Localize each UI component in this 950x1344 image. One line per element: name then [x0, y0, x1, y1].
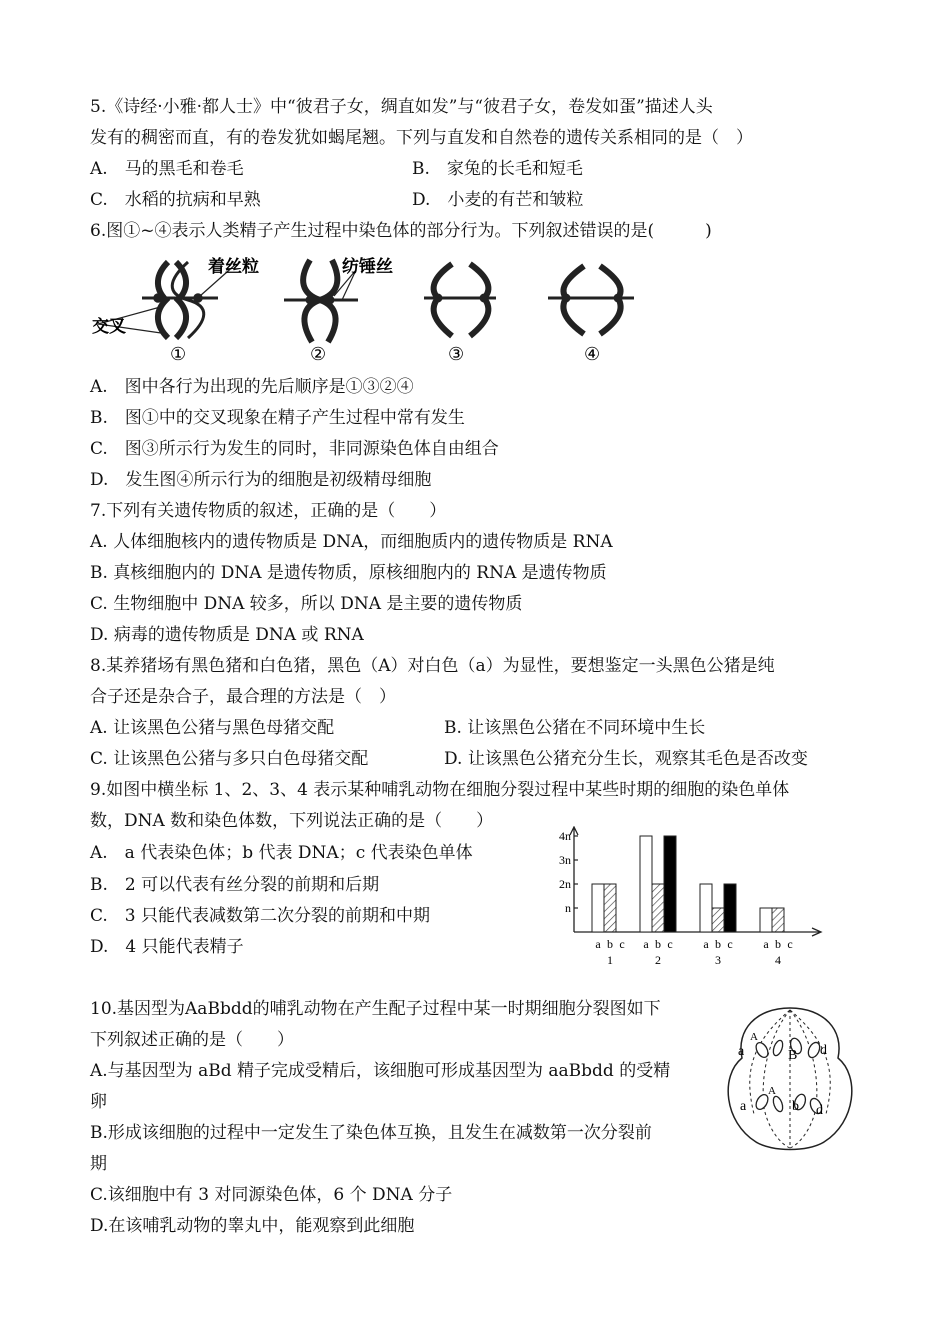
q5-stem-line1: 5.《诗经·小雅·都人士》中“彼君子女，绸直如发”与“彼君子女，卷发如蛋”描述人头	[90, 97, 713, 117]
centromere-label: 着丝粒	[208, 257, 259, 276]
q10-option-a-line1: A.与基因型为 aBd 精子完成受精后，该细胞可形成基因型为 aaBbdd 的受精	[90, 1061, 671, 1081]
figure-number-3: ③	[448, 344, 465, 364]
q8-option-c: C. 让该黑色公猪与多只白色母猪交配	[90, 749, 369, 769]
series-label: c	[727, 937, 733, 951]
q6-option-b: B. 图①中的交叉现象在精子产生过程中常有发生	[90, 408, 465, 428]
series-label: c	[667, 937, 673, 951]
bar-a-4	[760, 908, 772, 932]
q5-option-c: C. 水稻的抗病和早熟	[90, 190, 261, 210]
chromosome-figure-4	[548, 266, 634, 334]
q5-option-d: D. 小麦的有芒和皱粒	[412, 190, 584, 210]
y-tick-label: 2n	[559, 877, 571, 891]
crossover-label: 交叉	[92, 317, 126, 336]
series-label: b	[655, 937, 661, 951]
spindle-fibers	[750, 1010, 830, 1148]
bar-a-3	[700, 884, 712, 932]
q9-bar-chart	[548, 826, 828, 970]
lower-chromosomes	[754, 1093, 824, 1116]
q7-option-b: B. 真核细胞内的 DNA 是遗传物质，原核细胞内的 RNA 是遗传物质	[90, 563, 607, 583]
q10-option-b-line1: B.形成该细胞的过程中一定发生了染色体互换，且发生在减数第一次分裂前	[90, 1123, 652, 1143]
chromosome-figure-3	[424, 264, 496, 336]
upper-gene-1: a	[738, 1044, 745, 1059]
q8-option-b: B. 让该黑色公猪在不同环境中生长	[444, 718, 706, 738]
category-label: 2	[655, 953, 661, 967]
bar-b-3	[712, 908, 724, 932]
spindle-label: 纺锤丝	[342, 257, 393, 276]
category-label: 1	[607, 953, 613, 967]
q8-option-a: A. 让该黑色公猪与黑色母猪交配	[90, 718, 335, 738]
figure-number-2: ②	[310, 344, 327, 364]
bar-c-2	[664, 836, 676, 932]
series-label: b	[607, 937, 613, 951]
upper-gene-2: A	[750, 1031, 758, 1043]
series-label: c	[619, 937, 625, 951]
bar-a-1	[592, 884, 604, 932]
q9-option-a: A. a 代表染色体；b 代表 DNA；c 代表染色单体	[90, 843, 473, 863]
q9-option-d: D. 4 只能代表精子	[90, 937, 244, 957]
upper-gene-3: B	[788, 1048, 798, 1063]
q10-option-c: C.该细胞中有 3 对同源染色体，6 个 DNA 分子	[90, 1185, 453, 1205]
category-label: 3	[715, 953, 721, 967]
bar-b-1	[604, 884, 616, 932]
figure-number-1: ①	[170, 344, 187, 364]
q5-option-b: B. 家兔的长毛和短毛	[412, 159, 583, 179]
lower-gene-4: d	[816, 1103, 823, 1118]
q6-option-c: C. 图③所示行为发生的同时，非同源染色体自由组合	[90, 439, 499, 459]
q9-stem-line2: 数，DNA 数和染色体数，下列说法正确的是（ ）	[90, 811, 494, 831]
q10-stem-line1: 10.基因型为AaBbdd的哺乳动物在产生配子过程中某一时期细胞分裂图如下	[90, 999, 661, 1019]
q5-stem-line2: 发有的稠密而直，有的卷发犹如蝎尾翘。下列与直发和自然卷的遗传关系相同的是（ ）	[90, 128, 753, 148]
series-label: a	[595, 937, 601, 951]
series-label: a	[703, 937, 709, 951]
lower-gene-2: A	[768, 1085, 776, 1097]
series-label: c	[787, 937, 793, 951]
q9-stem-line1: 9.如图中横坐标 1、2、3、4 表示某种哺乳动物在细胞分裂过程中某些时期的细胞的染色单体	[90, 780, 790, 800]
q10-option-d: D.在该哺乳动物的睾丸中，能观察到此细胞	[90, 1216, 415, 1236]
q7-stem: 7.下列有关遗传物质的叙述，正确的是（ ）	[90, 501, 447, 521]
bar-b-2	[652, 884, 664, 932]
q10-option-b-line2: 期	[90, 1154, 107, 1174]
q8-stem-line2: 合子还是杂合子，最合理的方法是（ ）	[90, 687, 396, 707]
q8-option-d: D. 让该黑色公猪充分生长，观察其毛色是否改变	[444, 749, 808, 769]
q10-stem-line2: 下列叙述正确的是（ ）	[90, 1030, 294, 1050]
series-label: a	[763, 937, 769, 951]
bar-a-2	[640, 836, 652, 932]
q8-stem-line1: 8.某养猪场有黑色猪和白色猪，黑色（A）对白色（a）为显性，要想鉴定一头黑色公猪是纯	[90, 656, 775, 676]
q10-option-a-line2: 卵	[90, 1092, 107, 1112]
q7-option-a: A. 人体细胞核内的遗传物质是 DNA，而细胞质内的遗传物质是 RNA	[90, 532, 613, 552]
q6-stem: 6.图①~④表示人类精子产生过程中染色体的部分行为。下列叙述错误的是( )	[90, 221, 712, 241]
q7-option-d: D. 病毒的遗传物质是 DNA 或 RNA	[90, 625, 364, 645]
bar-c-3	[724, 884, 736, 932]
bar-b-4	[772, 908, 784, 932]
q10-cell-division-figure	[720, 1004, 860, 1154]
q6-option-d: D. 发生图④所示行为的细胞是初级精母细胞	[90, 470, 432, 490]
category-label: 4	[775, 953, 781, 967]
figure-number-4: ④	[584, 344, 601, 364]
y-tick-label: n	[565, 901, 571, 915]
q6-chromosome-figure	[88, 250, 648, 368]
series-label: a	[643, 937, 649, 951]
q7-option-c: C. 生物细胞中 DNA 较多，所以 DNA 是主要的遗传物质	[90, 594, 523, 614]
q5-option-a: A. 马的黑毛和卷毛	[90, 159, 244, 179]
q9-option-b: B. 2 可以代表有丝分裂的前期和后期	[90, 875, 380, 895]
lower-gene-3: b	[792, 1099, 799, 1114]
y-tick-label: 4n	[559, 829, 571, 843]
y-tick-label: 3n	[559, 853, 571, 867]
series-label: b	[715, 937, 721, 951]
series-label: b	[775, 937, 781, 951]
q6-option-a: A. 图中各行为出现的先后顺序是①③②④	[90, 377, 414, 397]
q9-option-c: C. 3 只能代表减数第二次分裂的前期和中期	[90, 906, 431, 926]
lower-gene-1: a	[740, 1099, 747, 1114]
upper-gene-4: d	[820, 1043, 827, 1058]
